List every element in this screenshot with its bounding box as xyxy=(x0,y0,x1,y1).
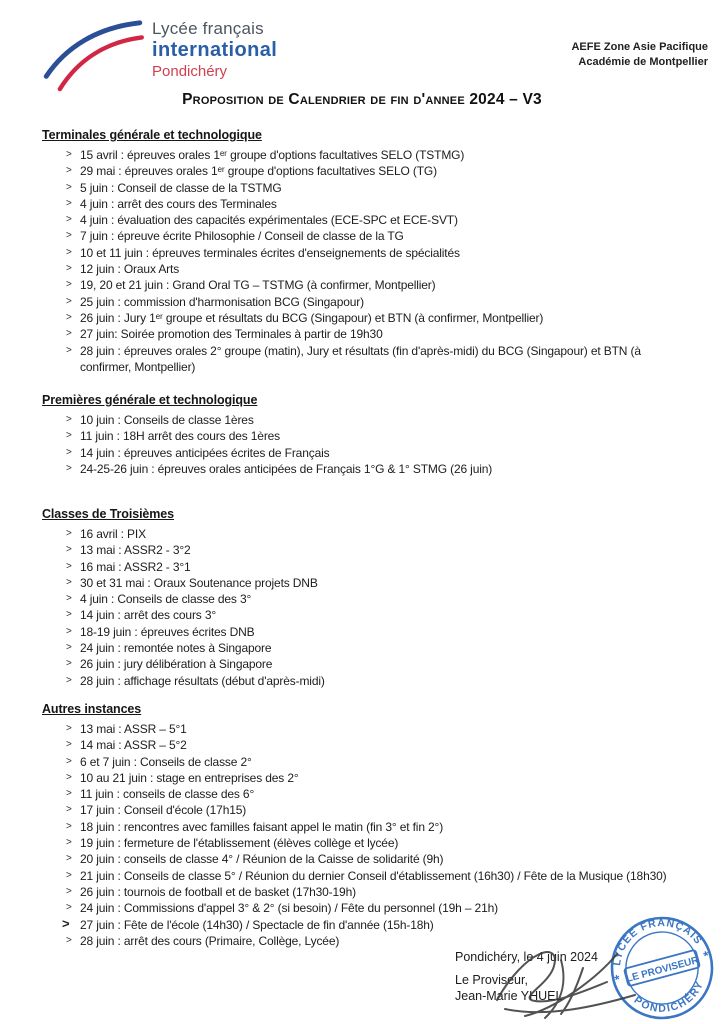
list-item xyxy=(42,656,702,672)
list-item xyxy=(42,868,702,884)
list-item xyxy=(42,786,702,802)
item-text: 16 avril : PIX xyxy=(80,527,146,541)
list-item xyxy=(42,212,667,228)
list-item xyxy=(42,737,702,753)
bullet-icon: > xyxy=(66,560,72,572)
list-item xyxy=(42,754,702,770)
list-item xyxy=(42,835,702,851)
list-item xyxy=(42,802,702,818)
item-text: 24-25-26 juin : épreuves orales anticipées de Français 1°G & 1° STMG (26 juin) xyxy=(80,461,493,476)
bullet-icon: > xyxy=(66,246,72,258)
list-item xyxy=(42,445,702,461)
item-text: 27 juin : Fête de l'école (14h30) / Spectacle de fin d'année (15h-18h) xyxy=(80,917,434,932)
item-text: 24 juin : Commissions d'appel 3° & 2° (si besoin) / Fête du personnel (19h – 21h) xyxy=(80,901,498,916)
item-text: 18-19 juin : épreuves écrites DNB xyxy=(80,624,255,639)
list-item xyxy=(42,461,702,477)
item-text: 7 juin : épreuve écrite Philosophie / Conseil de classe de la TG xyxy=(80,229,404,244)
bullet-icon: > xyxy=(66,788,72,800)
list-item xyxy=(42,228,667,244)
item-text: 25 juin : commission d'harmonisation BCG (Singapour) xyxy=(80,294,364,309)
item-text: 4 juin : arrêt des cours des Terminales xyxy=(80,196,277,211)
bullet-icon: > xyxy=(66,414,72,425)
list-item xyxy=(42,884,702,900)
item-text: 14 mai : ASSR – 5°2 xyxy=(80,738,187,753)
bullet-icon: > xyxy=(66,723,72,734)
item-text: 19, 20 et 21 juin : Grand Oral TG – TSTMG (à confirmer, Montpellier) xyxy=(80,278,436,293)
list-item xyxy=(42,673,702,689)
bullet-icon: > xyxy=(66,263,72,275)
bullet-icon: > xyxy=(66,181,72,193)
list-item xyxy=(42,326,667,342)
list-item xyxy=(42,624,702,640)
item-text: 14 juin : épreuves anticipées écrites de Français xyxy=(80,445,330,460)
signature-icon xyxy=(465,938,670,1024)
item-text: 18 juin : rencontres avec familles faisant appel le matin (fin 3° et fin 2°) xyxy=(80,819,444,834)
list-item xyxy=(42,770,702,786)
item-text: 11 juin : conseils de classe des 6° xyxy=(80,787,255,802)
bullet-icon: > xyxy=(66,853,72,865)
bullet-icon: > xyxy=(66,149,72,160)
list-item xyxy=(42,245,667,261)
bullet-icon: > xyxy=(62,915,70,931)
section-heading: Autres instances xyxy=(42,702,142,716)
list-item xyxy=(42,277,667,293)
item-text: 11 juin : 18H arrêt des cours des 1ères xyxy=(80,429,281,444)
bullet-icon: > xyxy=(66,658,72,670)
list-item xyxy=(42,412,702,428)
list-item xyxy=(42,542,702,558)
bullet-icon: > xyxy=(66,311,72,323)
bullet-icon: > xyxy=(66,279,72,291)
event-list xyxy=(42,526,702,689)
bullet-icon: > xyxy=(66,544,72,556)
event-list xyxy=(42,147,667,375)
item-text: 26 juin : tournois de football et de basket (17h30-19h) xyxy=(80,884,356,899)
list-item xyxy=(42,575,702,591)
bullet-icon: > xyxy=(66,869,72,881)
item-text: 4 juin : évaluation des capacités expérimentales (ECE-SPC et ECE-SVT) xyxy=(80,213,458,228)
list-item xyxy=(42,294,667,310)
bullet-icon: > xyxy=(66,328,72,340)
item-text: 24 juin : remontée notes à Singapore xyxy=(80,641,272,656)
item-text: 4 juin : Conseils de classe des 3° xyxy=(80,592,252,607)
list-item xyxy=(42,851,702,867)
list-item xyxy=(42,343,667,376)
item-text: 6 et 7 juin : Conseils de classe 2° xyxy=(80,754,252,769)
bullet-icon: > xyxy=(66,446,72,458)
section-heading: Terminales générale et technologique xyxy=(42,128,262,142)
item-text: 30 et 31 mai : Oraux Soutenance projets DNB xyxy=(80,575,318,590)
item-text: 26 juin : jury délibération à Singapore xyxy=(80,657,273,672)
item-text: 14 juin : arrêt des cours 3° xyxy=(80,608,217,623)
list-item xyxy=(42,640,702,656)
item-text: 27 juin: Soirée promotion des Terminales à partir de 19h30 xyxy=(80,327,383,342)
bullet-icon: > xyxy=(66,593,72,605)
list-item xyxy=(42,559,702,575)
bullet-icon: > xyxy=(66,739,72,751)
item-text: 10 juin : Conseils de classe 1ères xyxy=(80,413,254,427)
bullet-icon: > xyxy=(66,344,72,356)
bullet-icon: > xyxy=(66,804,72,816)
logo-line-2: international xyxy=(152,39,278,61)
bullet-icon: > xyxy=(66,885,72,897)
bullet-icon: > xyxy=(66,934,72,946)
item-text: 19 juin : fermeture de l'établissement (élèves collège et lycée) xyxy=(80,836,399,851)
list-item xyxy=(42,196,667,212)
signer-name: Jean-Marie YHUEL xyxy=(455,989,563,1003)
logo-line-1: Lycée français xyxy=(152,19,264,38)
item-text: 15 avril : épreuves orales 1ᵉʳ groupe d'options facultatives SELO (TSTMG) xyxy=(80,148,465,162)
stamp-star-left: * xyxy=(613,971,622,988)
list-item xyxy=(42,591,702,607)
bullet-icon: > xyxy=(66,771,72,783)
item-text: 26 juin : Jury 1ᵉʳ groupe et résultats du BCG (Singapour) et BTN (à confirmer, Montpellier) xyxy=(80,310,544,325)
bullet-icon: > xyxy=(66,609,72,621)
signer-role: Le Proviseur, xyxy=(455,973,528,987)
bullet-icon: > xyxy=(66,820,72,832)
item-text: 10 et 11 juin : épreuves terminales écrites d'enseignements de spécialités xyxy=(80,245,460,260)
item-text: 16 mai : ASSR2 - 3°1 xyxy=(80,559,191,574)
bullet-icon: > xyxy=(66,837,72,849)
item-text: 12 juin : Oraux Arts xyxy=(80,262,180,277)
list-item xyxy=(42,819,702,835)
bullet-icon: > xyxy=(66,462,72,474)
bullet-icon: > xyxy=(66,576,72,588)
list-item xyxy=(42,526,702,542)
section xyxy=(42,507,702,689)
logo-line-3: Pondichéry xyxy=(152,63,228,80)
item-text: 13 mai : ASSR – 5°1 xyxy=(80,722,187,736)
item-text: 13 mai : ASSR2 - 3°2 xyxy=(80,543,191,558)
item-text: 21 juin : Conseils de classe 5° / Réunion du dernier Conseil d'établissement (16h30) / Fête de la Musique (18h30) xyxy=(80,868,667,883)
bullet-icon: > xyxy=(66,625,72,637)
section-heading: Premières générale et technologique xyxy=(42,393,258,407)
item-text: 28 juin : affichage résultats (début d'après-midi) xyxy=(80,673,325,688)
list-item xyxy=(42,147,667,163)
list-item xyxy=(42,607,702,623)
bullet-icon: > xyxy=(66,430,72,442)
item-text: 28 juin : arrêt des cours (Primaire, Collège, Lycée) xyxy=(80,933,340,948)
list-item xyxy=(42,261,667,277)
item-text: 17 juin : Conseil d'école (17h15) xyxy=(80,803,247,818)
bullet-icon: > xyxy=(66,295,72,307)
page-title: Proposition de Calendrier de fin d'annee 2024 – V3 xyxy=(182,91,542,108)
org-line-2: Académie de Montpellier xyxy=(578,56,708,68)
list-item xyxy=(42,721,702,737)
bullet-icon: > xyxy=(66,674,72,686)
bullet-icon: > xyxy=(66,902,72,914)
section-heading: Classes de Troisièmes xyxy=(42,507,175,521)
org-line-1: AEFE Zone Asie Pacifique xyxy=(571,41,708,53)
list-item xyxy=(42,310,667,326)
footer-date: Pondichéry, le 4 juin 2024 xyxy=(455,950,598,964)
list-item xyxy=(42,163,667,179)
item-text: 28 juin : épreuves orales 2° groupe (matin), Jury et résultats (fin d'après-midi) du BCG (Singapour) et BTN (à confirmer, Montpellier) xyxy=(80,343,641,374)
item-text: 5 juin : Conseil de classe de la TSTMG xyxy=(80,180,282,195)
item-text: 20 juin : conseils de classe 4° / Réunion de la Caisse de solidarité (9h) xyxy=(80,852,444,867)
bullet-icon: > xyxy=(66,230,72,242)
section xyxy=(42,128,667,375)
bullet-icon: > xyxy=(66,755,72,767)
list-item xyxy=(42,180,667,196)
section xyxy=(42,393,702,477)
bullet-icon: > xyxy=(66,165,72,177)
bullet-icon: > xyxy=(66,197,72,209)
bullet-icon: > xyxy=(66,528,72,539)
stamp-star-right: * xyxy=(701,947,711,964)
item-text: 10 au 21 juin : stage en entreprises des 2° xyxy=(80,770,299,785)
item-text: 29 mai : épreuves orales 1ᵉʳ groupe d'options facultatives SELO (TG) xyxy=(80,164,437,179)
stamp-top-text: LYCÉE FRANÇAIS xyxy=(611,917,705,967)
stamp-center-text: LE PROVISEUR xyxy=(625,954,700,985)
bullet-icon: > xyxy=(66,214,72,226)
stamp-bottom-text: PONDICHÉRY xyxy=(631,978,707,1015)
bullet-icon: > xyxy=(66,642,72,654)
list-item xyxy=(42,428,702,444)
event-list xyxy=(42,412,702,477)
